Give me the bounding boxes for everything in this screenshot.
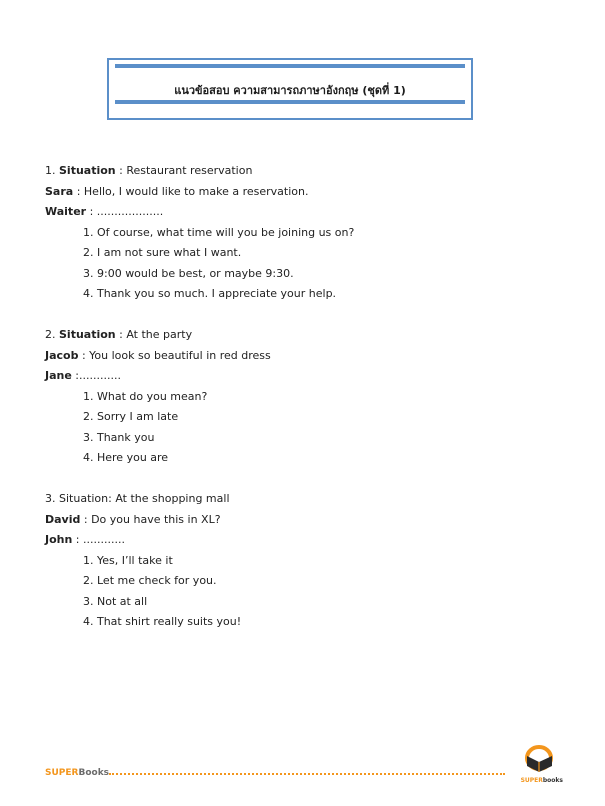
dialogue-line-2 — [45, 366, 565, 387]
situation-label: Situation — [59, 328, 116, 341]
footer-divider — [109, 773, 505, 775]
answer-options — [45, 551, 565, 633]
title-box — [107, 58, 473, 120]
question-section — [45, 161, 565, 305]
answer-option: 2. Let me check for you. — [83, 574, 217, 587]
question-number: 1. — [45, 164, 56, 177]
answer-options — [45, 387, 565, 469]
speaker-text: : ................... — [86, 205, 164, 218]
superbooks-logo — [515, 744, 565, 784]
title-bar-top — [115, 64, 465, 68]
situation-line — [45, 489, 565, 510]
answer-option: 4. Thank you so much. I appreciate your help. — [83, 287, 337, 300]
speaker-name: Jacob — [45, 348, 79, 362]
speaker-name: Sara — [45, 184, 74, 198]
answer-option: 2. I am not sure what I want. — [83, 246, 242, 259]
speaker-text: :............ — [71, 369, 121, 382]
question-list — [45, 161, 565, 633]
dialogue-line-2 — [45, 530, 565, 551]
situation-text: : Restaurant reservation — [115, 164, 253, 177]
dialogue-line-2 — [45, 202, 565, 223]
dialogue-line-1 — [45, 346, 565, 367]
speaker-text: : Hello, I would like to make a reservation. — [73, 184, 309, 198]
question-section — [45, 325, 565, 469]
page-footer — [45, 758, 565, 784]
speaker-text: : Do you have this in XL? — [80, 512, 221, 526]
answer-option: 3. 9:00 would be best, or maybe 9:30. — [83, 266, 294, 280]
speaker-name: Waiter — [45, 205, 87, 218]
situation-line — [45, 161, 565, 182]
answer-option: 3. Thank you — [83, 430, 155, 444]
section-gap — [45, 469, 565, 490]
situation-line — [45, 325, 565, 346]
speaker-name: Jane — [45, 369, 72, 382]
answer-option: 4. Here you are — [83, 451, 169, 464]
speaker-text: : You look so beautiful in red dress — [78, 348, 271, 362]
speaker-name: John — [45, 533, 73, 546]
page-title: แนวข้อสอบ ความสามารถภาษาอังกฤษ (ชุดที่ 1) — [174, 84, 406, 97]
dialogue-line-1 — [45, 182, 565, 203]
brand-super: SUPER — [45, 768, 79, 778]
title-bar-bottom — [115, 100, 465, 104]
question-number: 2. — [45, 328, 56, 341]
answer-option: 3. Not at all — [83, 594, 148, 608]
situation-text: : At the party — [115, 328, 193, 341]
situation-label: Situation — [59, 164, 116, 177]
answer-option: 2. Sorry I am late — [83, 410, 179, 423]
speaker-name: David — [45, 512, 81, 526]
situation-text: At the shopping mall — [111, 492, 230, 505]
logo-super: SUPER — [520, 777, 543, 784]
brand-books: Books — [78, 768, 110, 778]
answer-option: 4. That shirt really suits you! — [83, 615, 242, 628]
question-number: 3. — [45, 492, 56, 505]
answer-option: 1. What do you mean? — [83, 389, 208, 403]
book-swoosh-icon — [515, 744, 565, 780]
answer-option: 1. Of course, what time will you be joining us on? — [83, 225, 355, 239]
section-gap — [45, 305, 565, 326]
situation-label: Situation: — [59, 492, 112, 505]
speaker-text: : ............ — [72, 533, 125, 546]
dialogue-line-1 — [45, 510, 565, 531]
answer-options — [45, 223, 565, 305]
logo-books: books — [542, 777, 563, 784]
logo-wordmark — [521, 777, 563, 784]
answer-option: 1. Yes, I’ll take it — [83, 553, 173, 567]
footer-brand — [45, 768, 109, 778]
question-section — [45, 489, 565, 633]
